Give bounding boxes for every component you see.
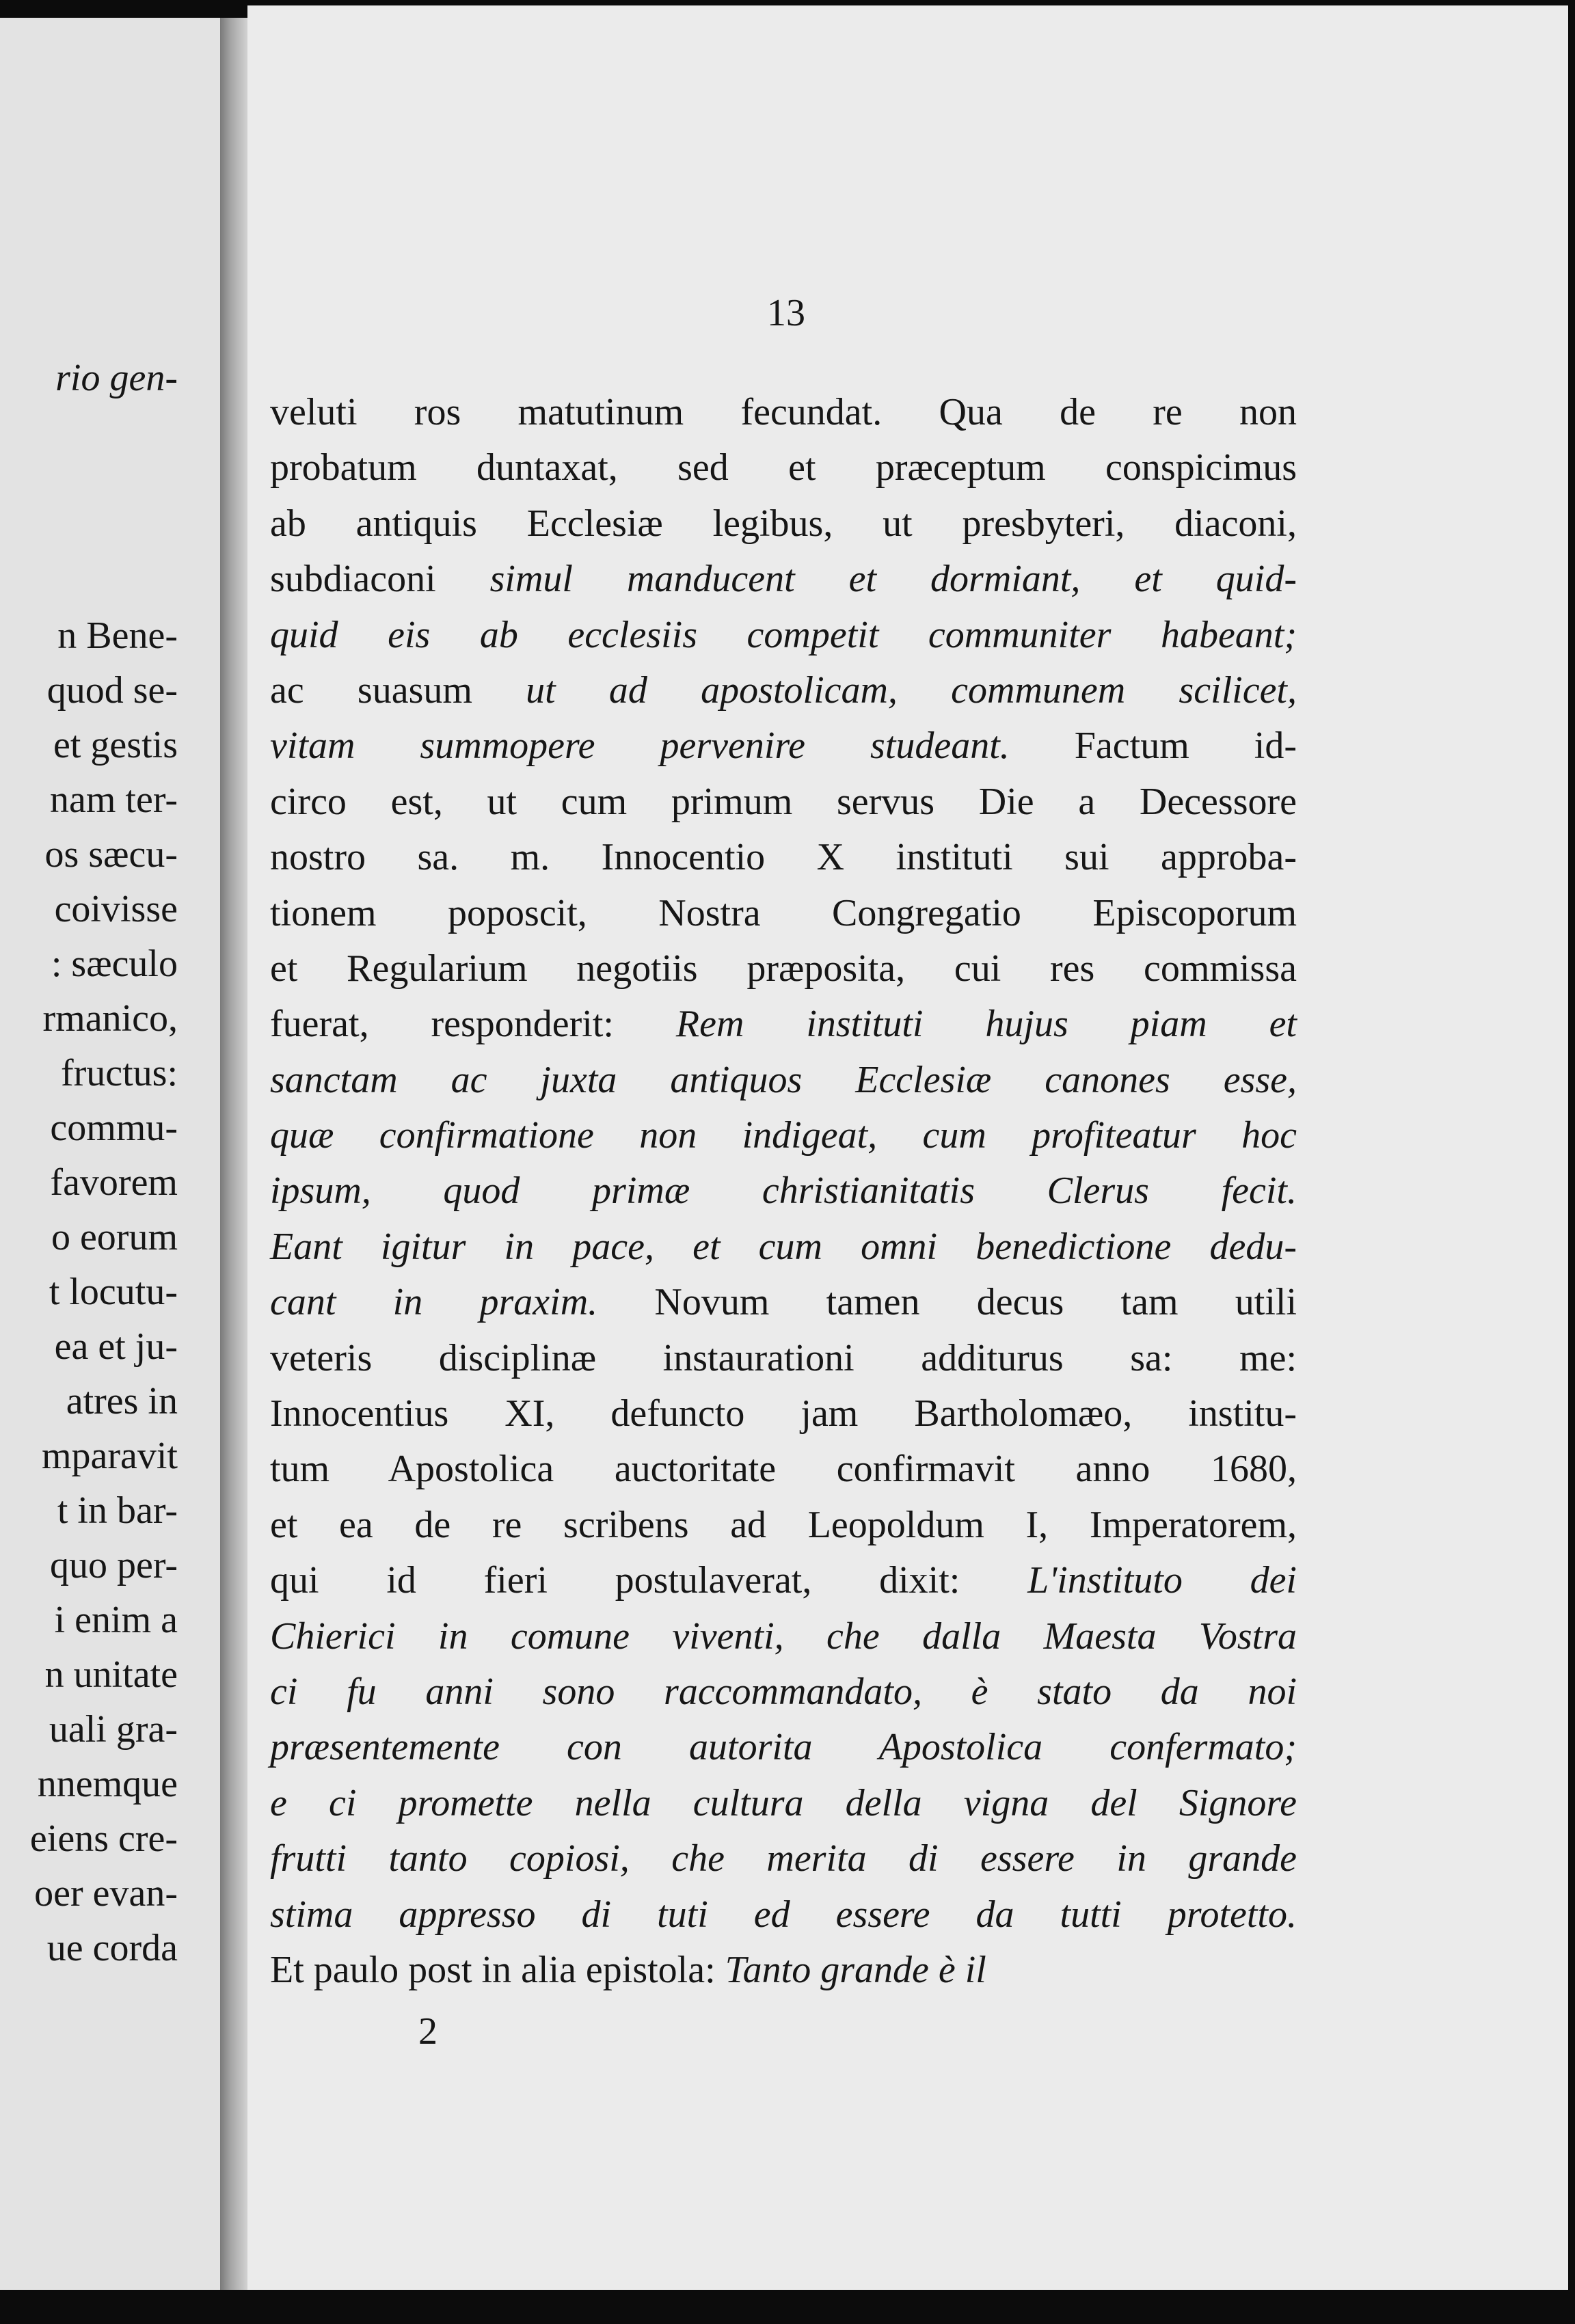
italic-segment: simul manducent et dormiant, et quid- — [489, 558, 1297, 601]
body-text — [270, 385, 1297, 1998]
italic-segment: frutti tanto copiosi, che merita di essere in grande — [270, 1837, 1297, 1880]
left-page-line: commu- — [50, 1107, 178, 1149]
italic-segment: Chierici in comune viventi, che dalla Maesta Vostra — [270, 1614, 1297, 1658]
left-page-line: i enim a — [54, 1599, 178, 1641]
left-page-line: rio gen- — [55, 357, 178, 399]
text-line — [270, 1831, 1297, 1887]
text-segment: Novum tamen decus tam utili — [597, 1281, 1297, 1324]
italic-segment: ut ad apostolicam, communem scilicet, — [526, 668, 1297, 712]
left-page-line: n Bene- — [57, 614, 178, 657]
italic-segment: sanctam ac juxta antiquos Ecclesiæ canones esse, — [270, 1058, 1297, 1101]
left-page-line: t in bar- — [57, 1489, 178, 1532]
left-page-line: mparavit — [41, 1435, 178, 1477]
left-page-line: nam ter- — [49, 779, 178, 821]
text-line — [270, 1720, 1297, 1775]
left-page-line: os sæcu- — [44, 833, 178, 876]
text-line — [270, 608, 1297, 663]
text-segment: ab antiquis Ecclesiæ legibus, ut presbyteri, diaconi, — [270, 502, 1297, 545]
scan-bottom-edge — [0, 2290, 1575, 2324]
left-page-line: o eorum — [51, 1216, 178, 1258]
text-line — [270, 1553, 1297, 1608]
left-page-line: rmanico, — [42, 997, 178, 1040]
book-gutter — [220, 18, 247, 2290]
left-page — [0, 18, 220, 2290]
left-page-line: et gestis — [53, 724, 178, 766]
left-page-line: t locutu- — [49, 1271, 178, 1313]
italic-segment: præsentemente con autorita Apostolica confermato; — [270, 1726, 1297, 1769]
left-page-line: coivisse — [54, 888, 178, 930]
page-number: 13 — [767, 292, 805, 334]
text-line — [270, 886, 1297, 941]
text-segment: nostro sa. m. Innocentio X instituti sui approba- — [270, 836, 1297, 879]
text-segment: ac suasum — [270, 668, 526, 712]
text-line — [270, 1331, 1297, 1386]
left-page-line: oer evan- — [34, 1872, 178, 1915]
text-segment: qui id fieri postulaverat, dixit: — [270, 1559, 1028, 1602]
text-line — [270, 1943, 1297, 1998]
text-segment: fuerat, responderit: — [270, 1003, 676, 1046]
left-page-line: fructus: — [60, 1052, 178, 1094]
left-page-line: atres in — [66, 1380, 178, 1422]
text-line — [270, 830, 1297, 885]
italic-segment: Eant igitur in pace, et cum omni benedictione dedu- — [270, 1225, 1297, 1268]
left-page-line: nnemque — [37, 1763, 178, 1805]
text-line — [270, 1386, 1297, 1442]
left-page-line: : sæculo — [51, 943, 178, 985]
italic-segment: Rem instituti hujus piam et — [675, 1003, 1297, 1046]
text-line — [270, 1108, 1297, 1163]
left-page-line: ue corda — [46, 1927, 178, 1969]
text-line — [270, 1664, 1297, 1720]
italic-segment: quid eis ab ecclesiis competit communiter habeant; — [270, 613, 1297, 656]
italic-segment: stima appresso di tuti ed essere da tutti protetto. — [270, 1893, 1297, 1936]
italic-segment: e ci promette nella cultura della vigna del Signore — [270, 1781, 1297, 1824]
left-page-line: favorem — [50, 1161, 178, 1204]
text-line — [270, 997, 1297, 1052]
text-line — [270, 1498, 1297, 1553]
text-line — [270, 663, 1297, 718]
left-page-line: uali gra- — [49, 1708, 178, 1751]
left-page-line: quod se- — [46, 669, 178, 712]
text-segment: Innocentius XI, defuncto jam Bartholomæo, institu- — [270, 1392, 1297, 1435]
italic-segment: ci fu anni sono raccommandato, è stato da noi — [270, 1670, 1297, 1713]
text-line — [270, 440, 1297, 496]
text-line — [270, 1887, 1297, 1943]
text-line — [270, 941, 1297, 997]
signature-mark: 2 — [418, 2010, 438, 2053]
text-line — [270, 1219, 1297, 1275]
text-segment: tionem poposcit, Nostra Congregatio Episcoporum — [270, 891, 1297, 934]
text-segment: probatum duntaxat, sed et præceptum conspicimus — [270, 446, 1297, 489]
text-line — [270, 496, 1297, 552]
text-segment: subdiaconi — [270, 558, 490, 601]
text-segment: et ea de re scribens ad Leopoldum I, Imperatorem, — [270, 1503, 1297, 1546]
left-page-line: quo per- — [49, 1544, 178, 1586]
text-line — [270, 1776, 1297, 1831]
text-segment: veluti ros matutinum fecundat. Qua de re non — [270, 391, 1297, 433]
text-line — [270, 1275, 1297, 1330]
text-segment: Factum id- — [1009, 725, 1297, 768]
italic-segment: Tanto grande è il — [725, 1948, 986, 1991]
text-line — [270, 385, 1297, 440]
left-page-line: n unitate — [44, 1653, 178, 1696]
italic-segment: vitam summopere pervenire studeant. — [270, 725, 1010, 768]
text-line — [270, 1442, 1297, 1497]
text-line — [270, 718, 1297, 774]
text-line — [270, 1609, 1297, 1664]
italic-segment: ipsum, quod primæ christianitatis Clerus fecit. — [270, 1170, 1297, 1213]
italic-segment: L'instituto dei — [1027, 1559, 1297, 1602]
text-segment: tum Apostolica auctoritate confirmavit anno 1680, — [270, 1448, 1297, 1491]
text-line — [270, 1053, 1297, 1108]
text-segment: circo est, ut cum primum servus Die a Decessore — [270, 780, 1297, 823]
italic-segment: quæ confirmatione non indigeat, cum profiteatur hoc — [270, 1114, 1297, 1157]
left-page-line: eiens cre- — [29, 1818, 178, 1860]
text-segment: et Regularium negotiis præposita, cui res commissa — [270, 947, 1297, 990]
italic-segment: cant in praxim. — [270, 1281, 598, 1324]
text-line — [270, 552, 1297, 607]
text-line — [270, 774, 1297, 830]
text-segment: Et paulo post in alia epistola: — [270, 1948, 725, 1991]
text-line — [270, 1163, 1297, 1219]
text-segment: veteris disciplinæ instaurationi additurus sa: me: — [270, 1336, 1297, 1379]
left-page-line: ea et ju- — [54, 1325, 178, 1368]
